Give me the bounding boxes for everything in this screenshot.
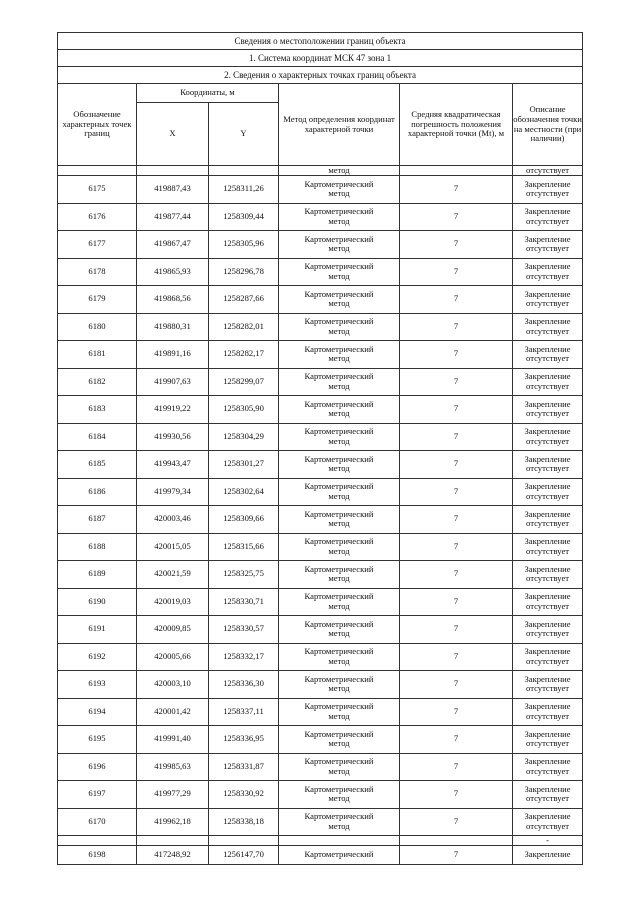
method-cell-line-1: Картометрический xyxy=(304,426,374,437)
coord-y: 1258330,71 xyxy=(209,588,279,616)
method-cell-line-1: Картометрический xyxy=(304,756,374,767)
gap-cell xyxy=(58,836,137,846)
description-cell xyxy=(513,808,583,836)
point-id: 6176 xyxy=(58,203,137,231)
method-cell-line-2: метод xyxy=(328,490,350,501)
method-cell-line-2: метод xyxy=(328,380,350,391)
method-cell-line-2: метод xyxy=(328,298,350,309)
header-accuracy: Средняя квадратическая погрешность положения характерной точки (Mt), м xyxy=(400,84,513,166)
header-point: Обозначение характерных точек границ xyxy=(58,84,137,166)
point-id: 6192 xyxy=(58,643,137,671)
method-cell xyxy=(279,451,400,479)
method-cell-line-1: Картометрический xyxy=(304,811,374,822)
method-cell-line-2: метод xyxy=(328,655,350,666)
partial-description: отсутствует xyxy=(513,166,583,176)
point-id: 6188 xyxy=(58,533,137,561)
coord-y: 1258304,29 xyxy=(209,423,279,451)
coord-x: 420021,59 xyxy=(137,561,209,589)
accuracy-cell: 7 xyxy=(400,231,513,259)
accuracy-cell: 7 xyxy=(400,396,513,424)
table-row xyxy=(58,423,583,451)
coord-x: 419880,31 xyxy=(137,313,209,341)
table-row xyxy=(58,313,583,341)
description-cell-line-2: отсутствует xyxy=(526,490,570,501)
method-cell xyxy=(279,258,400,286)
accuracy-cell: 7 xyxy=(400,506,513,534)
table-row xyxy=(58,561,583,589)
description-cell-line-1: Закрепление xyxy=(524,728,571,739)
accuracy-cell: 7 xyxy=(400,533,513,561)
method-cell-line-2: метод xyxy=(328,628,350,639)
method-cell-line-2: метод xyxy=(328,600,350,611)
coord-y: 1258301,27 xyxy=(209,451,279,479)
method-cell-line-2: метод xyxy=(328,463,350,474)
table-row xyxy=(58,671,583,699)
coord-y: 1258332,17 xyxy=(209,643,279,671)
table-row xyxy=(58,478,583,506)
accuracy-cell: 7 xyxy=(400,616,513,644)
point-id: 6183 xyxy=(58,396,137,424)
method-cell xyxy=(279,616,400,644)
description-cell-line-2: отсутствует xyxy=(526,793,570,804)
table-row xyxy=(58,203,583,231)
point-id: 6175 xyxy=(58,176,137,204)
accuracy-cell: 7 xyxy=(400,341,513,369)
table-row xyxy=(58,698,583,726)
header-x: X xyxy=(137,103,209,166)
coord-x: 420019,03 xyxy=(137,588,209,616)
accuracy-cell: 7 xyxy=(400,698,513,726)
method-cell xyxy=(279,313,400,341)
description-cell-line-1: Закрепление xyxy=(524,756,571,767)
header-coordinates: Координаты, м xyxy=(137,84,279,103)
coord-x: 420003,46 xyxy=(137,506,209,534)
header-y: Y xyxy=(209,103,279,166)
method-cell-line-2: метод xyxy=(328,243,350,254)
description-cell-line-1: Закрепление xyxy=(524,701,571,712)
coord-y: 1258305,90 xyxy=(209,396,279,424)
description-cell xyxy=(513,423,583,451)
coord-y: 1258325,75 xyxy=(209,561,279,589)
coord-x: 419979,34 xyxy=(137,478,209,506)
description-cell-line-1: Закрепление xyxy=(524,563,571,574)
description-cell-line-2: отсутствует xyxy=(526,518,570,529)
point-id: 6185 xyxy=(58,451,137,479)
method-cell xyxy=(279,506,400,534)
description-cell-line-2: отсутствует xyxy=(526,683,570,694)
description-cell xyxy=(513,753,583,781)
description-cell: Закрепление xyxy=(513,846,583,865)
points-section-heading: 2. Сведения о характерных точках границ объекта xyxy=(58,67,583,84)
description-cell xyxy=(513,451,583,479)
description-cell-line-2: отсутствует xyxy=(526,215,570,226)
description-cell xyxy=(513,286,583,314)
method-cell-line-2: метод xyxy=(328,215,350,226)
description-cell xyxy=(513,341,583,369)
method-cell xyxy=(279,588,400,616)
method-cell-line-1: Картометрический xyxy=(304,673,374,684)
description-cell-line-1: Закрепление xyxy=(524,233,571,244)
accuracy-cell: 7 xyxy=(400,313,513,341)
method-cell xyxy=(279,561,400,589)
coord-x: 419985,63 xyxy=(137,753,209,781)
point-id: 6179 xyxy=(58,286,137,314)
coord-x: 419867,47 xyxy=(137,231,209,259)
accuracy-cell: 7 xyxy=(400,781,513,809)
coord-y: 1258336,30 xyxy=(209,671,279,699)
table-row xyxy=(58,258,583,286)
accuracy-cell: 7 xyxy=(400,176,513,204)
coord-y: 1258299,07 xyxy=(209,368,279,396)
coord-x: 419865,93 xyxy=(137,258,209,286)
header-description: Описание обозначения точки на местности (при наличии) xyxy=(513,84,583,166)
point-id: 6180 xyxy=(58,313,137,341)
point-id: 6184 xyxy=(58,423,137,451)
description-cell xyxy=(513,176,583,204)
description-cell xyxy=(513,588,583,616)
coord-x: 420003,10 xyxy=(137,671,209,699)
method-cell xyxy=(279,671,400,699)
method-cell-line-2: метод xyxy=(328,353,350,364)
point-id: 6177 xyxy=(58,231,137,259)
boundary-points-table xyxy=(57,32,583,865)
point-id: 6195 xyxy=(58,726,137,754)
method-cell-line-1: Картометрический xyxy=(304,288,374,299)
accuracy-cell: 7 xyxy=(400,286,513,314)
point-id: 6187 xyxy=(58,506,137,534)
coord-x: 419907,63 xyxy=(137,368,209,396)
description-cell-line-1: Закрепление xyxy=(524,261,571,272)
point-id: 6196 xyxy=(58,753,137,781)
description-cell-line-1: Закрепление xyxy=(524,371,571,382)
method-cell xyxy=(279,478,400,506)
method-cell-line-2: метод xyxy=(328,793,350,804)
description-cell-line-1: Закрепление xyxy=(524,618,571,629)
method-cell-line-2: метод xyxy=(328,435,350,446)
accuracy-cell: 7 xyxy=(400,368,513,396)
method-cell: Картометрический xyxy=(279,846,400,865)
method-cell-line-1: Картометрический xyxy=(304,371,374,382)
description-cell-line-1: Закрепление xyxy=(524,646,571,657)
description-cell xyxy=(513,313,583,341)
table-row xyxy=(58,176,583,204)
description-cell-line-1: Закрепление xyxy=(524,316,571,327)
method-cell-line-2: метод xyxy=(328,820,350,831)
description-cell xyxy=(513,726,583,754)
coord-y: 1258309,66 xyxy=(209,506,279,534)
table-row xyxy=(58,726,583,754)
accuracy-cell: 7 xyxy=(400,671,513,699)
table-row xyxy=(58,588,583,616)
method-cell-line-1: Картометрический xyxy=(304,453,374,464)
description-cell xyxy=(513,698,583,726)
description-cell-line-2: отсутствует xyxy=(526,243,570,254)
coord-x: 420005,66 xyxy=(137,643,209,671)
coord-y: 1258330,57 xyxy=(209,616,279,644)
header-method: Метод определения координат характерной точки xyxy=(279,84,400,166)
description-cell-line-1: Закрепление xyxy=(524,481,571,492)
gap-row xyxy=(58,836,583,846)
method-cell-line-2: метод xyxy=(328,738,350,749)
description-cell-line-1: Закрепление xyxy=(524,426,571,437)
method-cell xyxy=(279,698,400,726)
method-cell-line-2: метод xyxy=(328,545,350,556)
table-row xyxy=(58,753,583,781)
gap-cell xyxy=(137,836,209,846)
table-row xyxy=(58,643,583,671)
description-cell xyxy=(513,203,583,231)
description-cell-line-1: Закрепление xyxy=(524,508,571,519)
description-cell-line-2: отсутствует xyxy=(526,820,570,831)
description-cell-line-1: Закрепление xyxy=(524,206,571,217)
accuracy-cell: 7 xyxy=(400,643,513,671)
method-cell xyxy=(279,203,400,231)
point-id: 6194 xyxy=(58,698,137,726)
accuracy-cell: 7 xyxy=(400,203,513,231)
point-id: 6181 xyxy=(58,341,137,369)
method-cell-line-2: метод xyxy=(328,710,350,721)
table-title: Сведения о местоположении границ объекта xyxy=(58,33,583,50)
description-cell-line-1: Закрепление xyxy=(524,811,571,822)
gap-description: - xyxy=(513,836,583,846)
table-row xyxy=(58,341,583,369)
description-cell-line-1: Закрепление xyxy=(524,591,571,602)
coord-y: 1258337,11 xyxy=(209,698,279,726)
point-id: 6191 xyxy=(58,616,137,644)
table-row xyxy=(58,231,583,259)
description-cell xyxy=(513,506,583,534)
coord-y: 1258338,18 xyxy=(209,808,279,836)
coord-x: 419919,22 xyxy=(137,396,209,424)
accuracy-cell: 7 xyxy=(400,846,513,865)
description-cell xyxy=(513,368,583,396)
method-cell-line-1: Картометрический xyxy=(304,398,374,409)
coord-y: 1258330,92 xyxy=(209,781,279,809)
method-cell-line-1: Картометрический xyxy=(304,508,374,519)
description-cell-line-1: Закрепление xyxy=(524,178,571,189)
coord-x: 419877,44 xyxy=(137,203,209,231)
description-cell-line-2: отсутствует xyxy=(526,765,570,776)
description-cell xyxy=(513,561,583,589)
method-cell-line-2: метод xyxy=(328,408,350,419)
coord-y: 1258331,87 xyxy=(209,753,279,781)
method-cell-line-1: Картометрический xyxy=(304,481,374,492)
accuracy-cell: 7 xyxy=(400,753,513,781)
table-row xyxy=(58,506,583,534)
point-id: 6186 xyxy=(58,478,137,506)
coord-x: 419891,16 xyxy=(137,341,209,369)
coord-y: 1258302,64 xyxy=(209,478,279,506)
description-cell-line-2: отсутствует xyxy=(526,655,570,666)
gap-cell xyxy=(279,836,400,846)
method-cell-line-1: Картометрический xyxy=(304,261,374,272)
coord-y: 1258309,44 xyxy=(209,203,279,231)
method-cell-line-1: Картометрический xyxy=(304,316,374,327)
method-cell xyxy=(279,643,400,671)
description-cell xyxy=(513,478,583,506)
description-cell-line-1: Закрепление xyxy=(524,288,571,299)
coordinate-system-heading: 1. Система координат МСК 47 зона 1 xyxy=(58,50,583,67)
method-cell-line-1: Картометрический xyxy=(304,783,374,794)
table-row xyxy=(58,451,583,479)
description-cell-line-1: Закрепление xyxy=(524,673,571,684)
description-cell-line-1: Закрепление xyxy=(524,453,571,464)
table-row xyxy=(58,616,583,644)
point-id: 6193 xyxy=(58,671,137,699)
description-cell xyxy=(513,231,583,259)
method-cell xyxy=(279,781,400,809)
point-id: 6182 xyxy=(58,368,137,396)
description-cell xyxy=(513,396,583,424)
description-cell-line-2: отсутствует xyxy=(526,628,570,639)
description-cell-line-2: отсутствует xyxy=(526,380,570,391)
coord-y: 1258282,01 xyxy=(209,313,279,341)
point-id: 6190 xyxy=(58,588,137,616)
coord-y: 1258287,66 xyxy=(209,286,279,314)
method-cell xyxy=(279,423,400,451)
method-cell xyxy=(279,808,400,836)
coord-y: 1256147,70 xyxy=(209,846,279,865)
description-cell xyxy=(513,258,583,286)
method-cell xyxy=(279,286,400,314)
partial-method: метод xyxy=(279,166,400,176)
description-cell-line-2: отсутствует xyxy=(526,435,570,446)
description-cell-line-1: Закрепление xyxy=(524,536,571,547)
method-cell xyxy=(279,753,400,781)
description-cell-line-2: отсутствует xyxy=(526,573,570,584)
description-cell-line-2: отсутствует xyxy=(526,600,570,611)
description-cell xyxy=(513,781,583,809)
table-row xyxy=(58,533,583,561)
partial-row xyxy=(58,166,583,176)
method-cell-line-2: метод xyxy=(328,573,350,584)
method-cell-line-1: Картометрический xyxy=(304,701,374,712)
method-cell-line-2: метод xyxy=(328,518,350,529)
description-cell-line-2: отсутствует xyxy=(526,408,570,419)
description-cell-line-1: Закрепление xyxy=(524,398,571,409)
method-cell-line-2: метод xyxy=(328,765,350,776)
coord-x: 419887,43 xyxy=(137,176,209,204)
accuracy-cell: 7 xyxy=(400,451,513,479)
point-id: 6197 xyxy=(58,781,137,809)
coord-x: 419868,56 xyxy=(137,286,209,314)
accuracy-cell: 7 xyxy=(400,808,513,836)
gap-cell xyxy=(209,836,279,846)
method-cell-line-1: Картометрический xyxy=(304,563,374,574)
table-row xyxy=(58,781,583,809)
method-cell-line-2: метод xyxy=(328,188,350,199)
method-cell-line-2: метод xyxy=(328,683,350,694)
method-cell-line-1: Картометрический xyxy=(304,618,374,629)
coord-y: 1258305,96 xyxy=(209,231,279,259)
coord-x: 417248,92 xyxy=(137,846,209,865)
point-id: 6198 xyxy=(58,846,137,865)
point-id: 6189 xyxy=(58,561,137,589)
coord-x: 419991,40 xyxy=(137,726,209,754)
accuracy-cell: 7 xyxy=(400,423,513,451)
accuracy-cell: 7 xyxy=(400,258,513,286)
method-cell xyxy=(279,231,400,259)
method-cell-line-1: Картометрический xyxy=(304,178,374,189)
method-cell xyxy=(279,533,400,561)
method-cell xyxy=(279,726,400,754)
description-cell-line-2: отсутствует xyxy=(526,188,570,199)
description-cell-line-2: отсутствует xyxy=(526,738,570,749)
coord-y: 1258282,17 xyxy=(209,341,279,369)
description-cell-line-1: Закрепление xyxy=(524,343,571,354)
description-cell-line-1: Закрепление xyxy=(524,783,571,794)
description-cell-line-2: отсутствует xyxy=(526,710,570,721)
accuracy-cell: 7 xyxy=(400,478,513,506)
accuracy-cell: 7 xyxy=(400,561,513,589)
description-cell-line-2: отсутствует xyxy=(526,463,570,474)
method-cell-line-1: Картометрический xyxy=(304,728,374,739)
coord-y: 1258311,26 xyxy=(209,176,279,204)
coord-x: 419943,47 xyxy=(137,451,209,479)
description-cell-line-2: отсутствует xyxy=(526,353,570,364)
coord-x: 419962,18 xyxy=(137,808,209,836)
coord-x: 420015,05 xyxy=(137,533,209,561)
method-cell xyxy=(279,341,400,369)
method-cell-line-1: Картометрический xyxy=(304,536,374,547)
table-row xyxy=(58,286,583,314)
coord-x: 419930,56 xyxy=(137,423,209,451)
coord-x: 420009,85 xyxy=(137,616,209,644)
description-cell-line-2: отсутствует xyxy=(526,545,570,556)
table-row xyxy=(58,846,583,865)
description-cell xyxy=(513,616,583,644)
description-cell-line-2: отсутствует xyxy=(526,270,570,281)
method-cell-line-1: Картометрический xyxy=(304,646,374,657)
coord-y: 1258336,95 xyxy=(209,726,279,754)
method-cell-line-2: метод xyxy=(328,270,350,281)
method-cell xyxy=(279,176,400,204)
method-cell-line-1: Картометрический xyxy=(304,233,374,244)
point-id: 6170 xyxy=(58,808,137,836)
coord-y: 1258296,78 xyxy=(209,258,279,286)
coord-x: 420001,42 xyxy=(137,698,209,726)
method-cell-line-2: метод xyxy=(328,325,350,336)
description-cell-line-2: отсутствует xyxy=(526,298,570,309)
table-row xyxy=(58,368,583,396)
description-cell-line-2: отсутствует xyxy=(526,325,570,336)
method-cell xyxy=(279,396,400,424)
table-row xyxy=(58,396,583,424)
table-row xyxy=(58,808,583,836)
point-id: 6178 xyxy=(58,258,137,286)
accuracy-cell: 7 xyxy=(400,588,513,616)
method-cell-line-1: Картометрический xyxy=(304,343,374,354)
coord-x: 419977,29 xyxy=(137,781,209,809)
method-cell-line-1: Картометрический xyxy=(304,206,374,217)
accuracy-cell: 7 xyxy=(400,726,513,754)
description-cell xyxy=(513,533,583,561)
method-cell xyxy=(279,368,400,396)
coord-y: 1258315,66 xyxy=(209,533,279,561)
gap-cell xyxy=(400,836,513,846)
method-cell-line-1: Картометрический xyxy=(304,591,374,602)
description-cell xyxy=(513,643,583,671)
description-cell xyxy=(513,671,583,699)
